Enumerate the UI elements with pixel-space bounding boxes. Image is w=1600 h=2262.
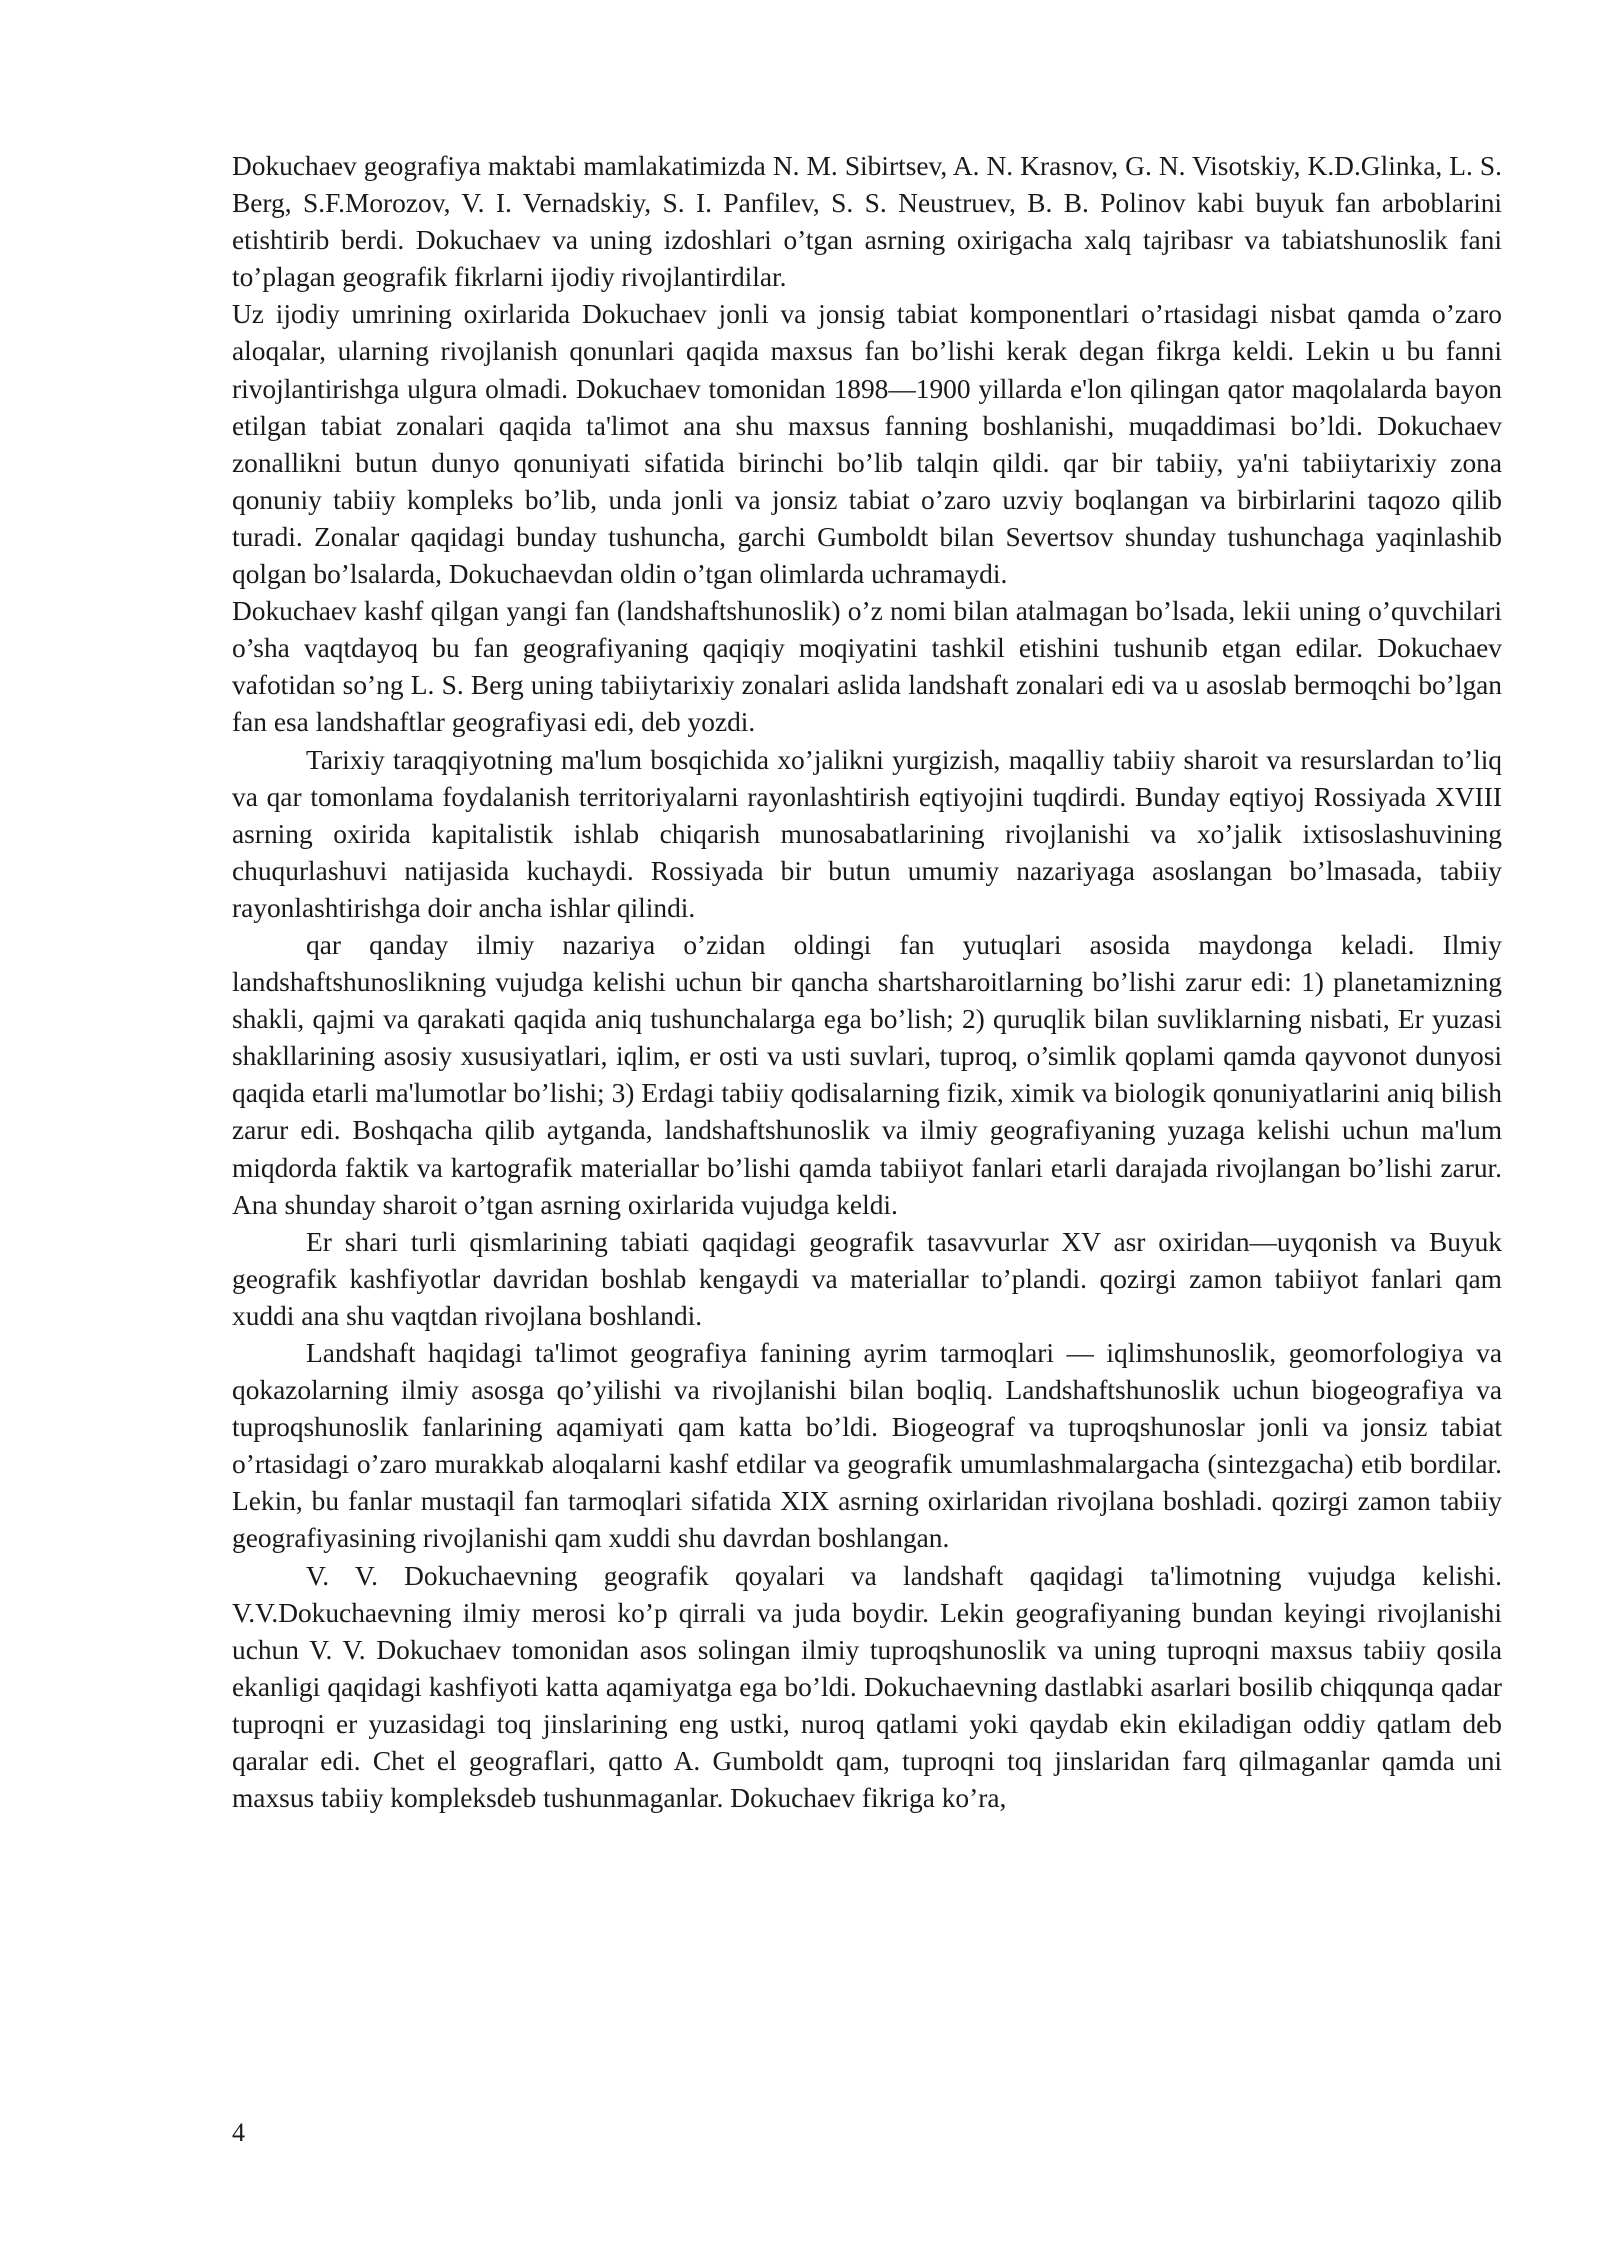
body-text [232,148,1502,1817]
paragraph-6: Er shari turli qismlarining tabiati qaqidagi geografik tasavvurlar XV asr oxiridan—uyqonish va Buyuk geografik kashfiyotlar davridan boshlab kengaydi va materiallar to’plandi. qozirgi zamon tabiiyot fanlari qam xuddi ana shu vaqtdan rivojlana boshlandi. [232,1226,1502,1331]
paragraph-7: Landshaft haqidagi ta'limot geografiya fanining ayrim tarmoqlari — iqlimshunoslik, geomorfologiya va qokazolarning ilmiy asosga qo’yilishi va rivojlanishi bilan boqliq. Landshaftshunoslik uchun biogeografiya va tuproqshunoslik fanlarining aqamiyati qam katta bo’ldi. Biogeograf va tuproqshunoslar jonli va jonsiz tabiat o’rtasidagi o’zaro murakkab aloqalarni kashf etdilar va geografik umumlashmalargacha (sintezgacha) etib bordilar. Lekin, bu fanlar mustaqil fan tarmoqlari sifatida XIX asrning oxirlaridan rivojlana boshladi. qozirgi zamon tabiiy geografiyasining rivojlanishi qam xuddi shu davrdan boshlangan. [232,1338,1502,1554]
paragraph-3: Dokuchaev kashf qilgan yangi fan (landshaftshunoslik) o’z nomi bilan atalmagan bo’lsada, lekii uning o’quvchilari o’sha vaqtdayoq bu fan geografiyaning qaqiqiy moqiyatini tashkil etishini tushunib etgan edilar. Dokuchaev vafotidan so’ng L. S. Berg uning tabiiytarixiy zonalari aslida landshaft zonalari edi va u asoslab bermoqchi bo’lgan fan esa landshaftlar geografiyasi edi, deb yozdi. [232,596,1502,738]
paragraph-4: Tarixiy taraqqiyotning ma'lum bosqichida xo’jalikni yurgizish, maqalliy tabiiy sharoit va resurslardan to’liq va qar tomonlama foydalanish territoriyalarni rayonlashtirish eqtiyojini tuqdirdi. Bunday eqtiyoj Rossiyada XVIII asrning oxirida kapitalistik ishlab chiqarish munosabatlarining rivojlanishi va xo’jalik ixtisoslashuvining chuqurlashuvi natijasida kuchaydi. Rossiyada bir butun umumiy nazariyaga asoslangan bo’lmasada, tabiiy rayonlashtirishga doir ancha ishlar qilindi. [232,744,1502,923]
page-number: 4 [232,2118,245,2147]
paragraph-8: V. V. Dokuchaevning geografik qoyalari va landshaft qaqidagi ta'limotning vujudga kelishi. V.V.Dokuchaevning ilmiy merosi ko’p qirrali va juda boydir. Lekin geografiyaning bundan keyingi rivojlanishi uchun V. V. Dokuchaev tomonidan asos solingan ilmiy tuproqshunoslik va uning tuproqni maxsus tabiiy qosila ekanligi qaqidagi kashfiyoti katta aqamiyatga ega bo’ldi. Dokuchaevning dastlabki asarlari bosilib chiqqunqa qadar tuproqni er yuzasidagi toq jinslarining eng ustki, nuroq qatlami yoki qaydab ekin ekiladigan oddiy qatlam deb qaralar edi. Chet el geograflari, qatto A. Gumboldt qam, tuproqni toq jinslaridan farq qilmaganlar qamda uni maxsus tabiiy kompleksdeb tushunmaganlar. Dokuchaev fikriga ko’ra, [232,1560,1502,1814]
paragraph-2: Uz ijodiy umrining oxirlarida Dokuchaev jonli va jonsig tabiat komponentlari o’rtasidagi nisbat qamda o’zaro aloqalar, ularning rivojlanish qonunlari qaqida maxsus fan bo’lishi kerak degan fikrga keldi. Lekin u bu fanni rivojlantirishga ulgura olmadi. Dokuchaev tomonidan 1898—1900 yillarda e'lon qilingan qator maqolalarda bayon etilgan tabiat zonalari qaqida ta'limot ana shu maxsus fanning boshlanishi, muqaddimasi bo’ldi. Dokuchaev zonallikni butun dunyo qonuniyati sifatida birinchi bo’lib talqin qildi. qar bir tabiiy, ya'ni tabiiytarixiy zona qonuniy tabiiy kompleks bo’lib, unda jonli va jonsiz tabiat o’zaro uzviy boqlangan va birbirlarini taqozo qilib turadi. Zonalar qaqidagi bunday tushuncha, garchi Gumboldt bilan Severtsov shunday tushunchaga yaqinlashib qolgan bo’lsalarda, Dokuchaevdan oldin o’tgan olimlarda uchramaydi. [232,299,1502,590]
paragraph-1: Dokuchaev geografiya maktabi mamlakatimizda N. M. Sibirtsev, A. N. Krasnov, G. N. Visotskiy, K.D.Glinka, L. S. Berg, S.F.Morozov, V. I. Vernadskiy, S. I. Panfilev, S. S. Neustruev, B. B. Polinov kabi buyuk fan arboblarini etishtirib berdi. Dokuchaev va uning izdoshlari o’tgan asrning oxirigacha xalq tajribasr va tabiatshunoslik fani to’plagan geografik fikrlarni ijodiy rivojlantirdilar. [232,151,1502,293]
paragraph-5: qar qanday ilmiy nazariya o’zidan oldingi fan yutuqlari asosida maydonga keladi. Ilmiy landshaftshunoslikning vujudga kelishi uchun bir qancha shartsharoitlarning bo’lishi zarur edi: 1) planetamizning shakli, qajmi va qarakati qaqida aniq tushunchalarga ega bo’lish; 2) quruqlik bilan suvliklarning nisbati, Er yuzasi shakllarining asosiy xususiyatlari, iqlim, er osti va usti suvlari, tuproq, o’simlik qoplami qamda qayvonot dunyosi qaqida etarli ma'lumotlar bo’lishi; 3) Erdagi tabiiy qodisalarning fizik, ximik va biologik qonuniyatlarini aniq bilish zarur edi. Boshqacha qilib aytganda, landshaftshunoslik va ilmiy geografiyaning yuzaga kelishi uchun ma'lum miqdorda faktik va kartografik materiallar bo’lishi qamda tabiiyot fanlari etarli darajada rivojlangan bo’lishi zarur. Ana shunday sharoit o’tgan asrning oxirlarida vujudga keldi. [232,929,1502,1220]
